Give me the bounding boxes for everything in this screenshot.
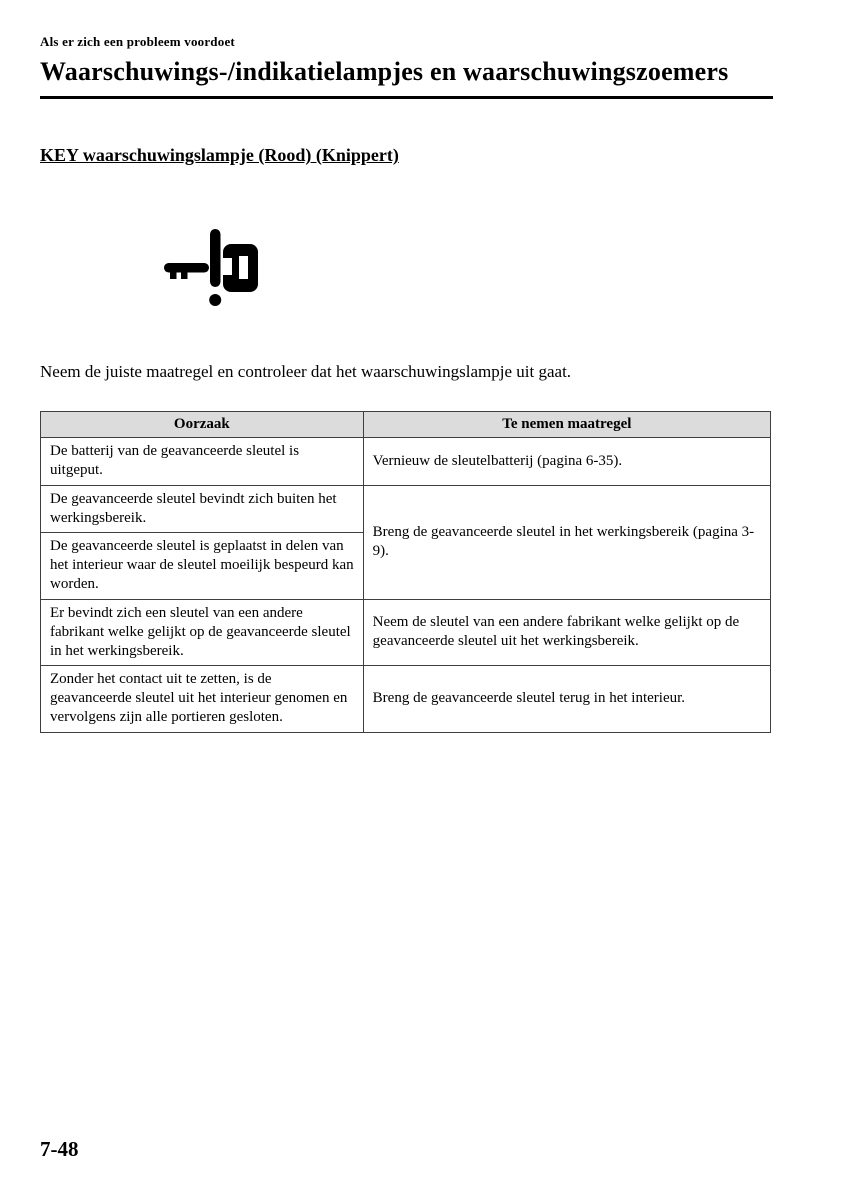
table-row <box>41 485 771 532</box>
page-title: Waarschuwings-/indikatielampjes en waarschuwingszoemers <box>40 57 729 86</box>
action-cell: Breng de geavanceerde sleutel terug in het interieur. <box>363 666 770 733</box>
table-header-row <box>41 412 771 438</box>
cause-cell: De geavanceerde sleutel bevindt zich buiten het werkingsbereik. <box>41 485 364 532</box>
section-heading: KEY waarschuwingslampje (Rood) (Knippert) <box>40 145 399 165</box>
key-warning-table <box>40 411 771 733</box>
action-cell: Neem de sleutel van een andere fabrikant welke gelijkt op de geavanceerde sleutel uit het werkingsbereik. <box>363 599 770 666</box>
table-row <box>41 666 771 733</box>
page-number: 7-48 <box>40 1137 79 1161</box>
chapter-kicker: Als er zich een probleem voordoet <box>40 34 235 49</box>
cause-cell: De batterij van de geavanceerde sleutel is uitgeput. <box>41 438 364 485</box>
cause-cell: Er bevindt zich een sleutel van een andere fabrikant welke gelijkt op de geavanceerde sleutel in het werkingsbereik. <box>41 599 364 666</box>
table-row <box>41 599 771 666</box>
cause-cell: Zonder het contact uit te zetten, is de geavanceerde sleutel uit het interieur genomen en vervolgens zijn alle portieren gesloten. <box>41 666 364 733</box>
table-header-cause: Oorzaak <box>41 412 364 438</box>
key-warning-icon <box>164 226 260 310</box>
title-rule <box>40 96 773 99</box>
table-row <box>41 438 771 485</box>
intro-text: Neem de juiste maatregel en controleer dat het waarschuwingslampje uit gaat. <box>40 362 572 381</box>
action-cell: Vernieuw de sleutelbatterij (pagina 6-35). <box>363 438 770 485</box>
cause-cell: De geavanceerde sleutel is geplaatst in delen van het interieur waar de sleutel moeilijk bespeurd kan worden. <box>41 532 364 599</box>
action-cell: Breng de geavanceerde sleutel in het werkingsbereik (pagina 3-9). <box>363 485 770 599</box>
table-header-action: Te nemen maatregel <box>363 412 770 438</box>
